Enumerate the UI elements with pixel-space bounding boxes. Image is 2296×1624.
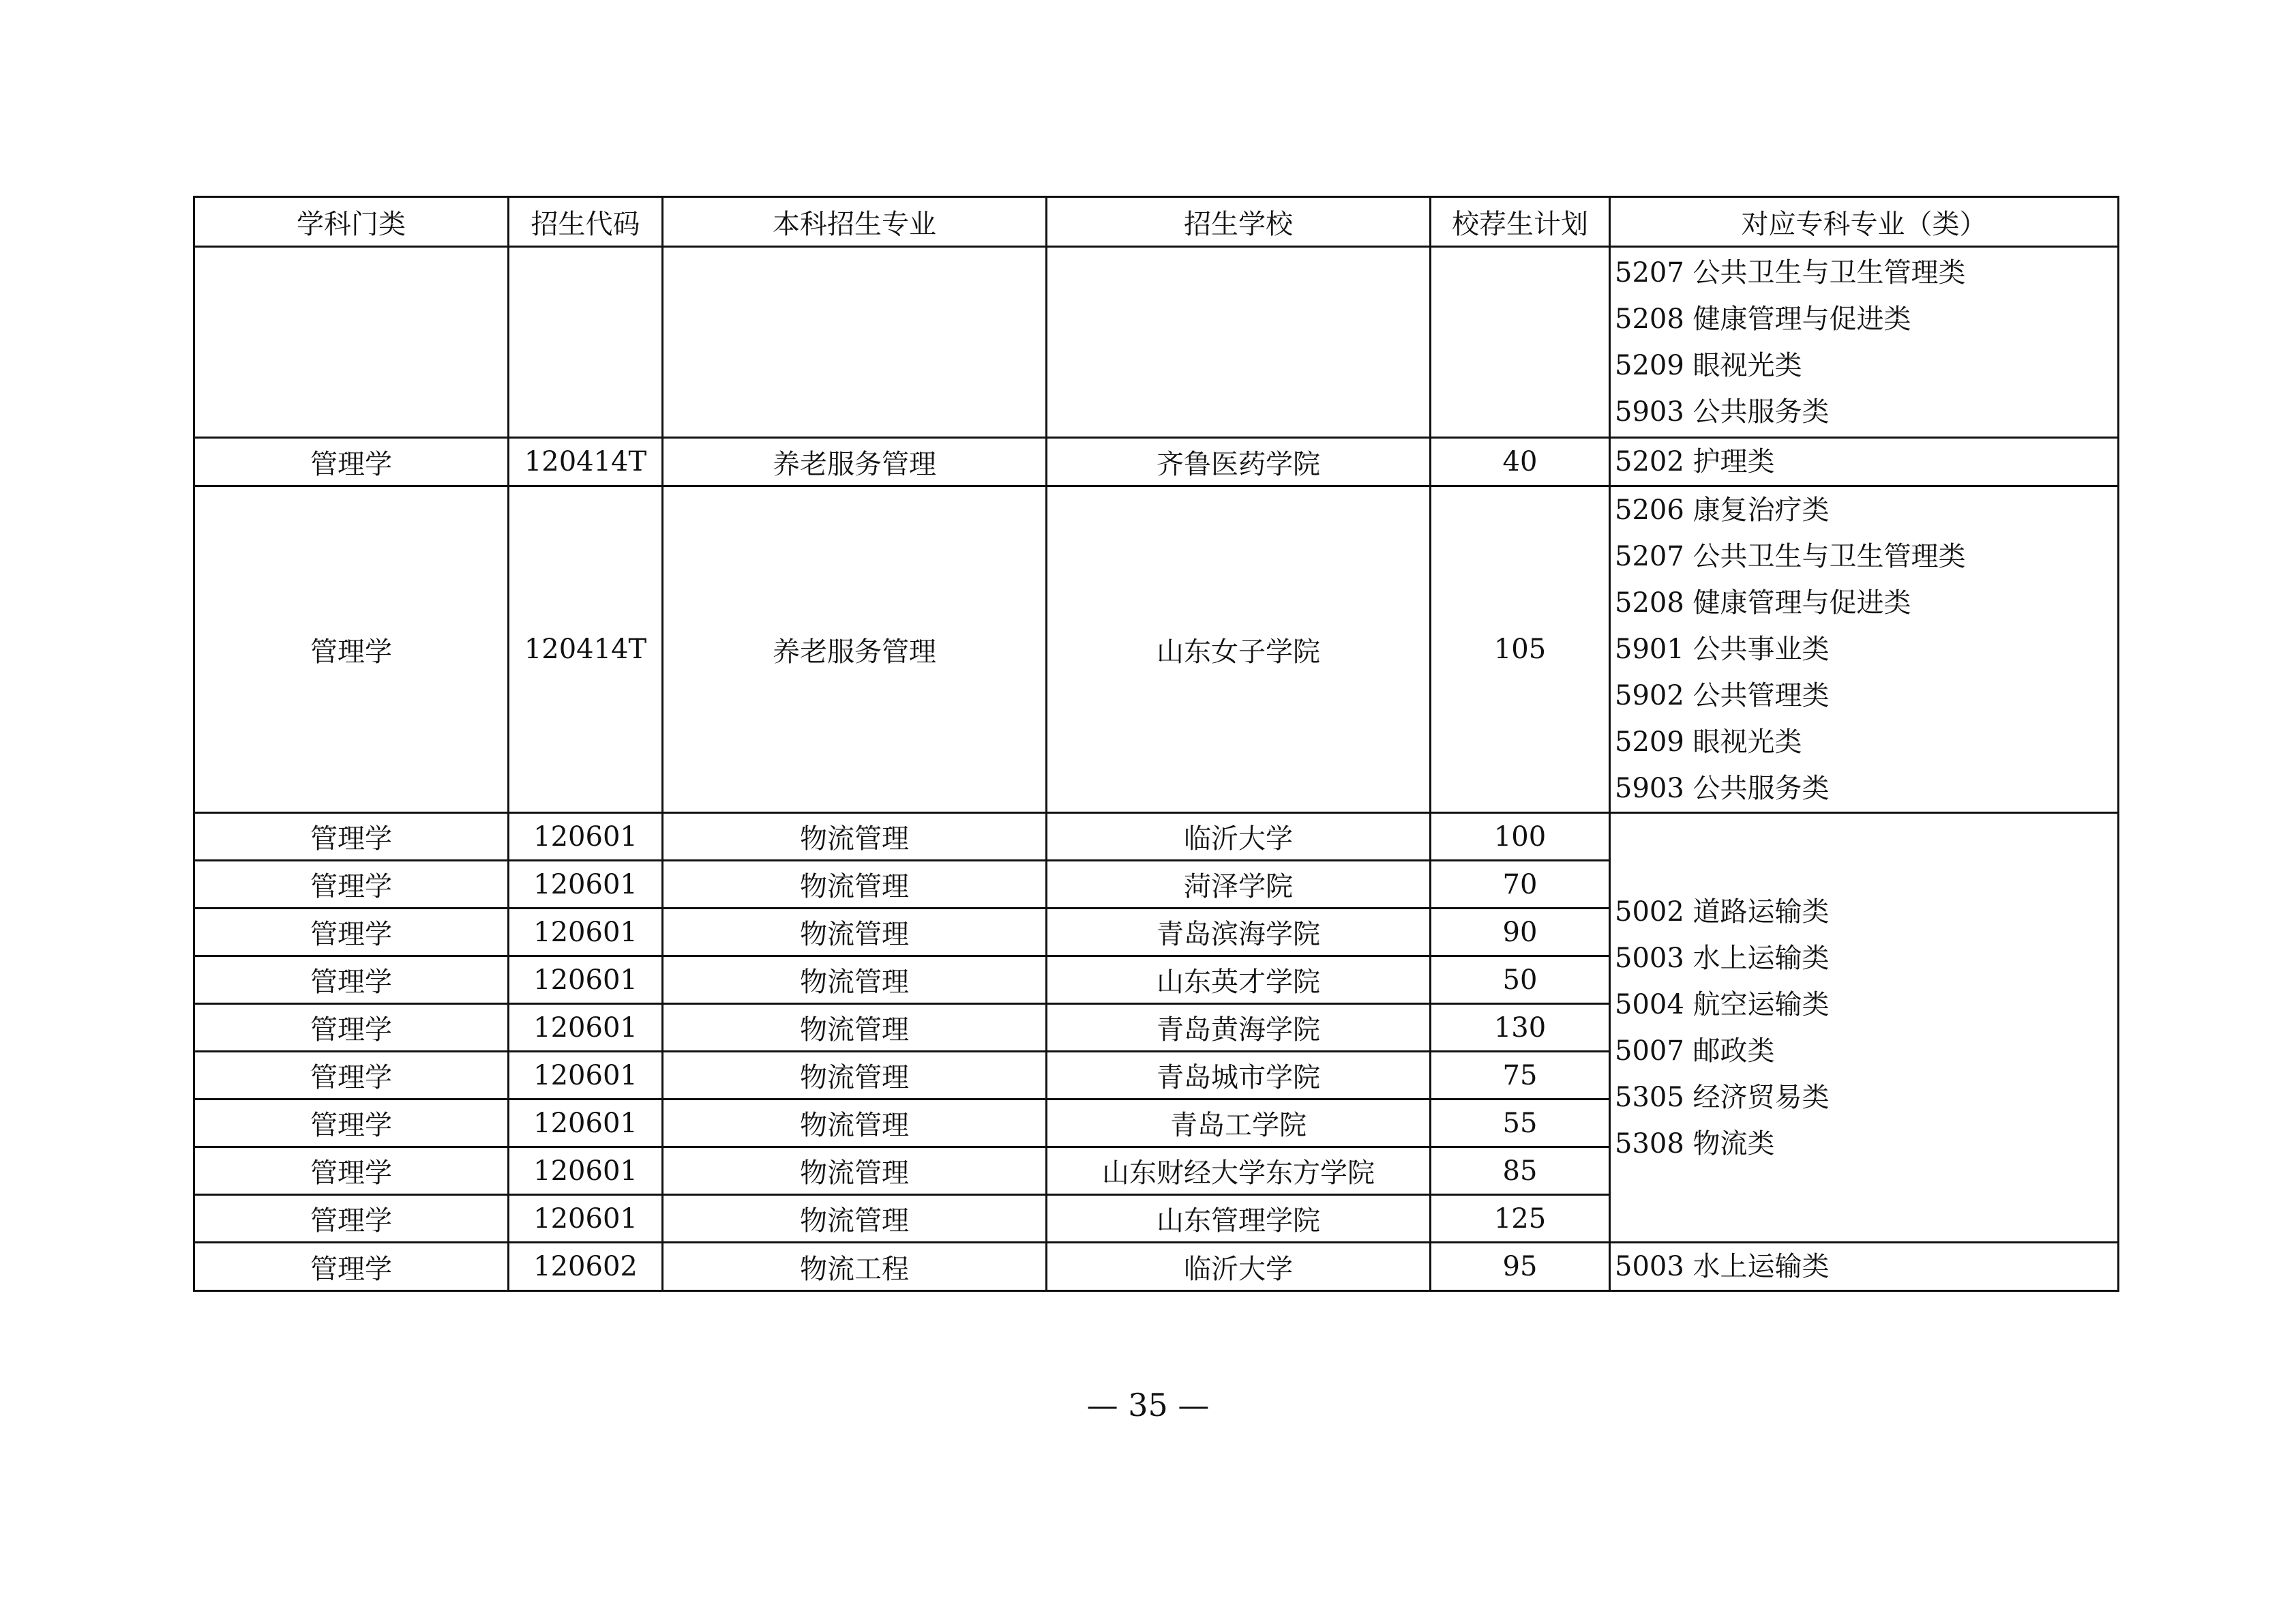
table-row <box>194 247 2119 438</box>
cell-plan: 100 <box>1431 813 1610 861</box>
cell-category: 管理学 <box>194 1099 509 1147</box>
specialty-item: 5903 公共服务类 <box>1615 773 1830 804</box>
cell-school: 临沂大学 <box>1047 1243 1431 1291</box>
cell-plan: 95 <box>1431 1243 1610 1291</box>
cell-major: 物流管理 <box>663 1195 1047 1243</box>
cell-school: 临沂大学 <box>1047 813 1431 861</box>
cell-major <box>663 247 1047 438</box>
header-school: 招生学校 <box>1047 197 1431 247</box>
cell-category <box>194 247 509 438</box>
page-number: — 35 — <box>1086 1387 1210 1423</box>
cell-school: 山东女子学院 <box>1047 486 1431 813</box>
table-row <box>194 1243 2119 1291</box>
cell-category: 管理学 <box>194 438 509 486</box>
cell-school: 青岛城市学院 <box>1047 1052 1431 1099</box>
specialty-item: 5901 公共事业类 <box>1615 634 1830 665</box>
enrollment-table <box>193 196 2119 1292</box>
cell-category: 管理学 <box>194 861 509 909</box>
cell-school: 齐鲁医药学院 <box>1047 438 1431 486</box>
cell-plan: 70 <box>1431 861 1610 909</box>
cell-plan: 40 <box>1431 438 1610 486</box>
cell-school <box>1047 247 1431 438</box>
cell-specialties <box>1610 1243 2119 1291</box>
specialty-item: 5208 健康管理与促进类 <box>1615 303 1911 335</box>
cell-major: 物流管理 <box>663 1052 1047 1099</box>
cell-school: 青岛滨海学院 <box>1047 909 1431 956</box>
cell-plan: 130 <box>1431 1004 1610 1052</box>
specialty-item: 5902 公共管理类 <box>1615 680 1830 711</box>
cell-category: 管理学 <box>194 1004 509 1052</box>
cell-school: 山东英才学院 <box>1047 956 1431 1004</box>
cell-plan: 125 <box>1431 1195 1610 1243</box>
specialty-item: 5209 眼视光类 <box>1615 349 1802 381</box>
specialty-item: 5209 眼视光类 <box>1615 726 1802 758</box>
cell-school: 菏泽学院 <box>1047 861 1431 909</box>
cell-code: 120601 <box>509 956 663 1004</box>
cell-category: 管理学 <box>194 1195 509 1243</box>
table-header-row <box>194 197 2119 247</box>
cell-code: 120414T <box>509 486 663 813</box>
cell-major: 物流管理 <box>663 956 1047 1004</box>
specialty-item: 5206 康复治疗类 <box>1615 494 1830 526</box>
specialty-item: 5003 水上运输类 <box>1615 1251 1830 1282</box>
cell-category: 管理学 <box>194 956 509 1004</box>
cell-category: 管理学 <box>194 1147 509 1195</box>
table-row <box>194 486 2119 813</box>
cell-major: 物流管理 <box>663 1099 1047 1147</box>
cell-plan: 75 <box>1431 1052 1610 1099</box>
specialty-item: 5207 公共卫生与卫生管理类 <box>1615 541 1966 572</box>
header-specialties: 对应专科专业（类） <box>1610 197 2119 247</box>
cell-category: 管理学 <box>194 486 509 813</box>
cell-major: 养老服务管理 <box>663 486 1047 813</box>
specialty-item: 5202 护理类 <box>1615 446 1775 477</box>
specialty-item: 5903 公共服务类 <box>1615 396 1830 428</box>
cell-specialties <box>1610 486 2119 813</box>
cell-code: 120601 <box>509 1004 663 1052</box>
cell-category: 管理学 <box>194 1052 509 1099</box>
specialty-item: 5208 健康管理与促进类 <box>1615 587 1911 619</box>
cell-code: 120601 <box>509 1099 663 1147</box>
cell-category: 管理学 <box>194 909 509 956</box>
header-code: 招生代码 <box>509 197 663 247</box>
header-category: 学科门类 <box>194 197 509 247</box>
cell-major: 物流工程 <box>663 1243 1047 1291</box>
cell-code: 120601 <box>509 813 663 861</box>
cell-code: 120601 <box>509 861 663 909</box>
cell-major: 养老服务管理 <box>663 438 1047 486</box>
specialty-item: 5305 经济贸易类 <box>1615 1081 1830 1113</box>
header-major: 本科招生专业 <box>663 197 1047 247</box>
cell-category: 管理学 <box>194 1243 509 1291</box>
table-row <box>194 813 2119 861</box>
cell-major: 物流管理 <box>663 1004 1047 1052</box>
specialty-item: 5003 水上运输类 <box>1615 942 1830 974</box>
cell-code: 120601 <box>509 1147 663 1195</box>
cell-plan <box>1431 247 1610 438</box>
cell-major: 物流管理 <box>663 813 1047 861</box>
cell-plan: 50 <box>1431 956 1610 1004</box>
cell-code: 120601 <box>509 909 663 956</box>
specialty-item: 5002 道路运输类 <box>1615 896 1830 928</box>
cell-specialties <box>1610 438 2119 486</box>
cell-code: 120601 <box>509 1195 663 1243</box>
cell-specialties-group <box>1610 813 2119 1243</box>
table-row <box>194 438 2119 486</box>
cell-major: 物流管理 <box>663 909 1047 956</box>
specialty-item: 5007 邮政类 <box>1615 1035 1775 1067</box>
cell-school: 青岛黄海学院 <box>1047 1004 1431 1052</box>
cell-code <box>509 247 663 438</box>
cell-plan: 105 <box>1431 486 1610 813</box>
cell-school: 山东管理学院 <box>1047 1195 1431 1243</box>
cell-plan: 85 <box>1431 1147 1610 1195</box>
cell-code: 120601 <box>509 1052 663 1099</box>
cell-code: 120602 <box>509 1243 663 1291</box>
cell-category: 管理学 <box>194 813 509 861</box>
cell-specialties <box>1610 247 2119 438</box>
cell-plan: 90 <box>1431 909 1610 956</box>
header-plan: 校荐生计划 <box>1431 197 1610 247</box>
cell-code: 120414T <box>509 438 663 486</box>
specialty-item: 5207 公共卫生与卫生管理类 <box>1615 256 1966 289</box>
cell-school: 山东财经大学东方学院 <box>1047 1147 1431 1195</box>
cell-major: 物流管理 <box>663 861 1047 909</box>
cell-plan: 55 <box>1431 1099 1610 1147</box>
specialty-item: 5308 物流类 <box>1615 1127 1775 1160</box>
cell-school: 青岛工学院 <box>1047 1099 1431 1147</box>
cell-major: 物流管理 <box>663 1147 1047 1195</box>
specialty-item: 5004 航空运输类 <box>1615 988 1830 1020</box>
